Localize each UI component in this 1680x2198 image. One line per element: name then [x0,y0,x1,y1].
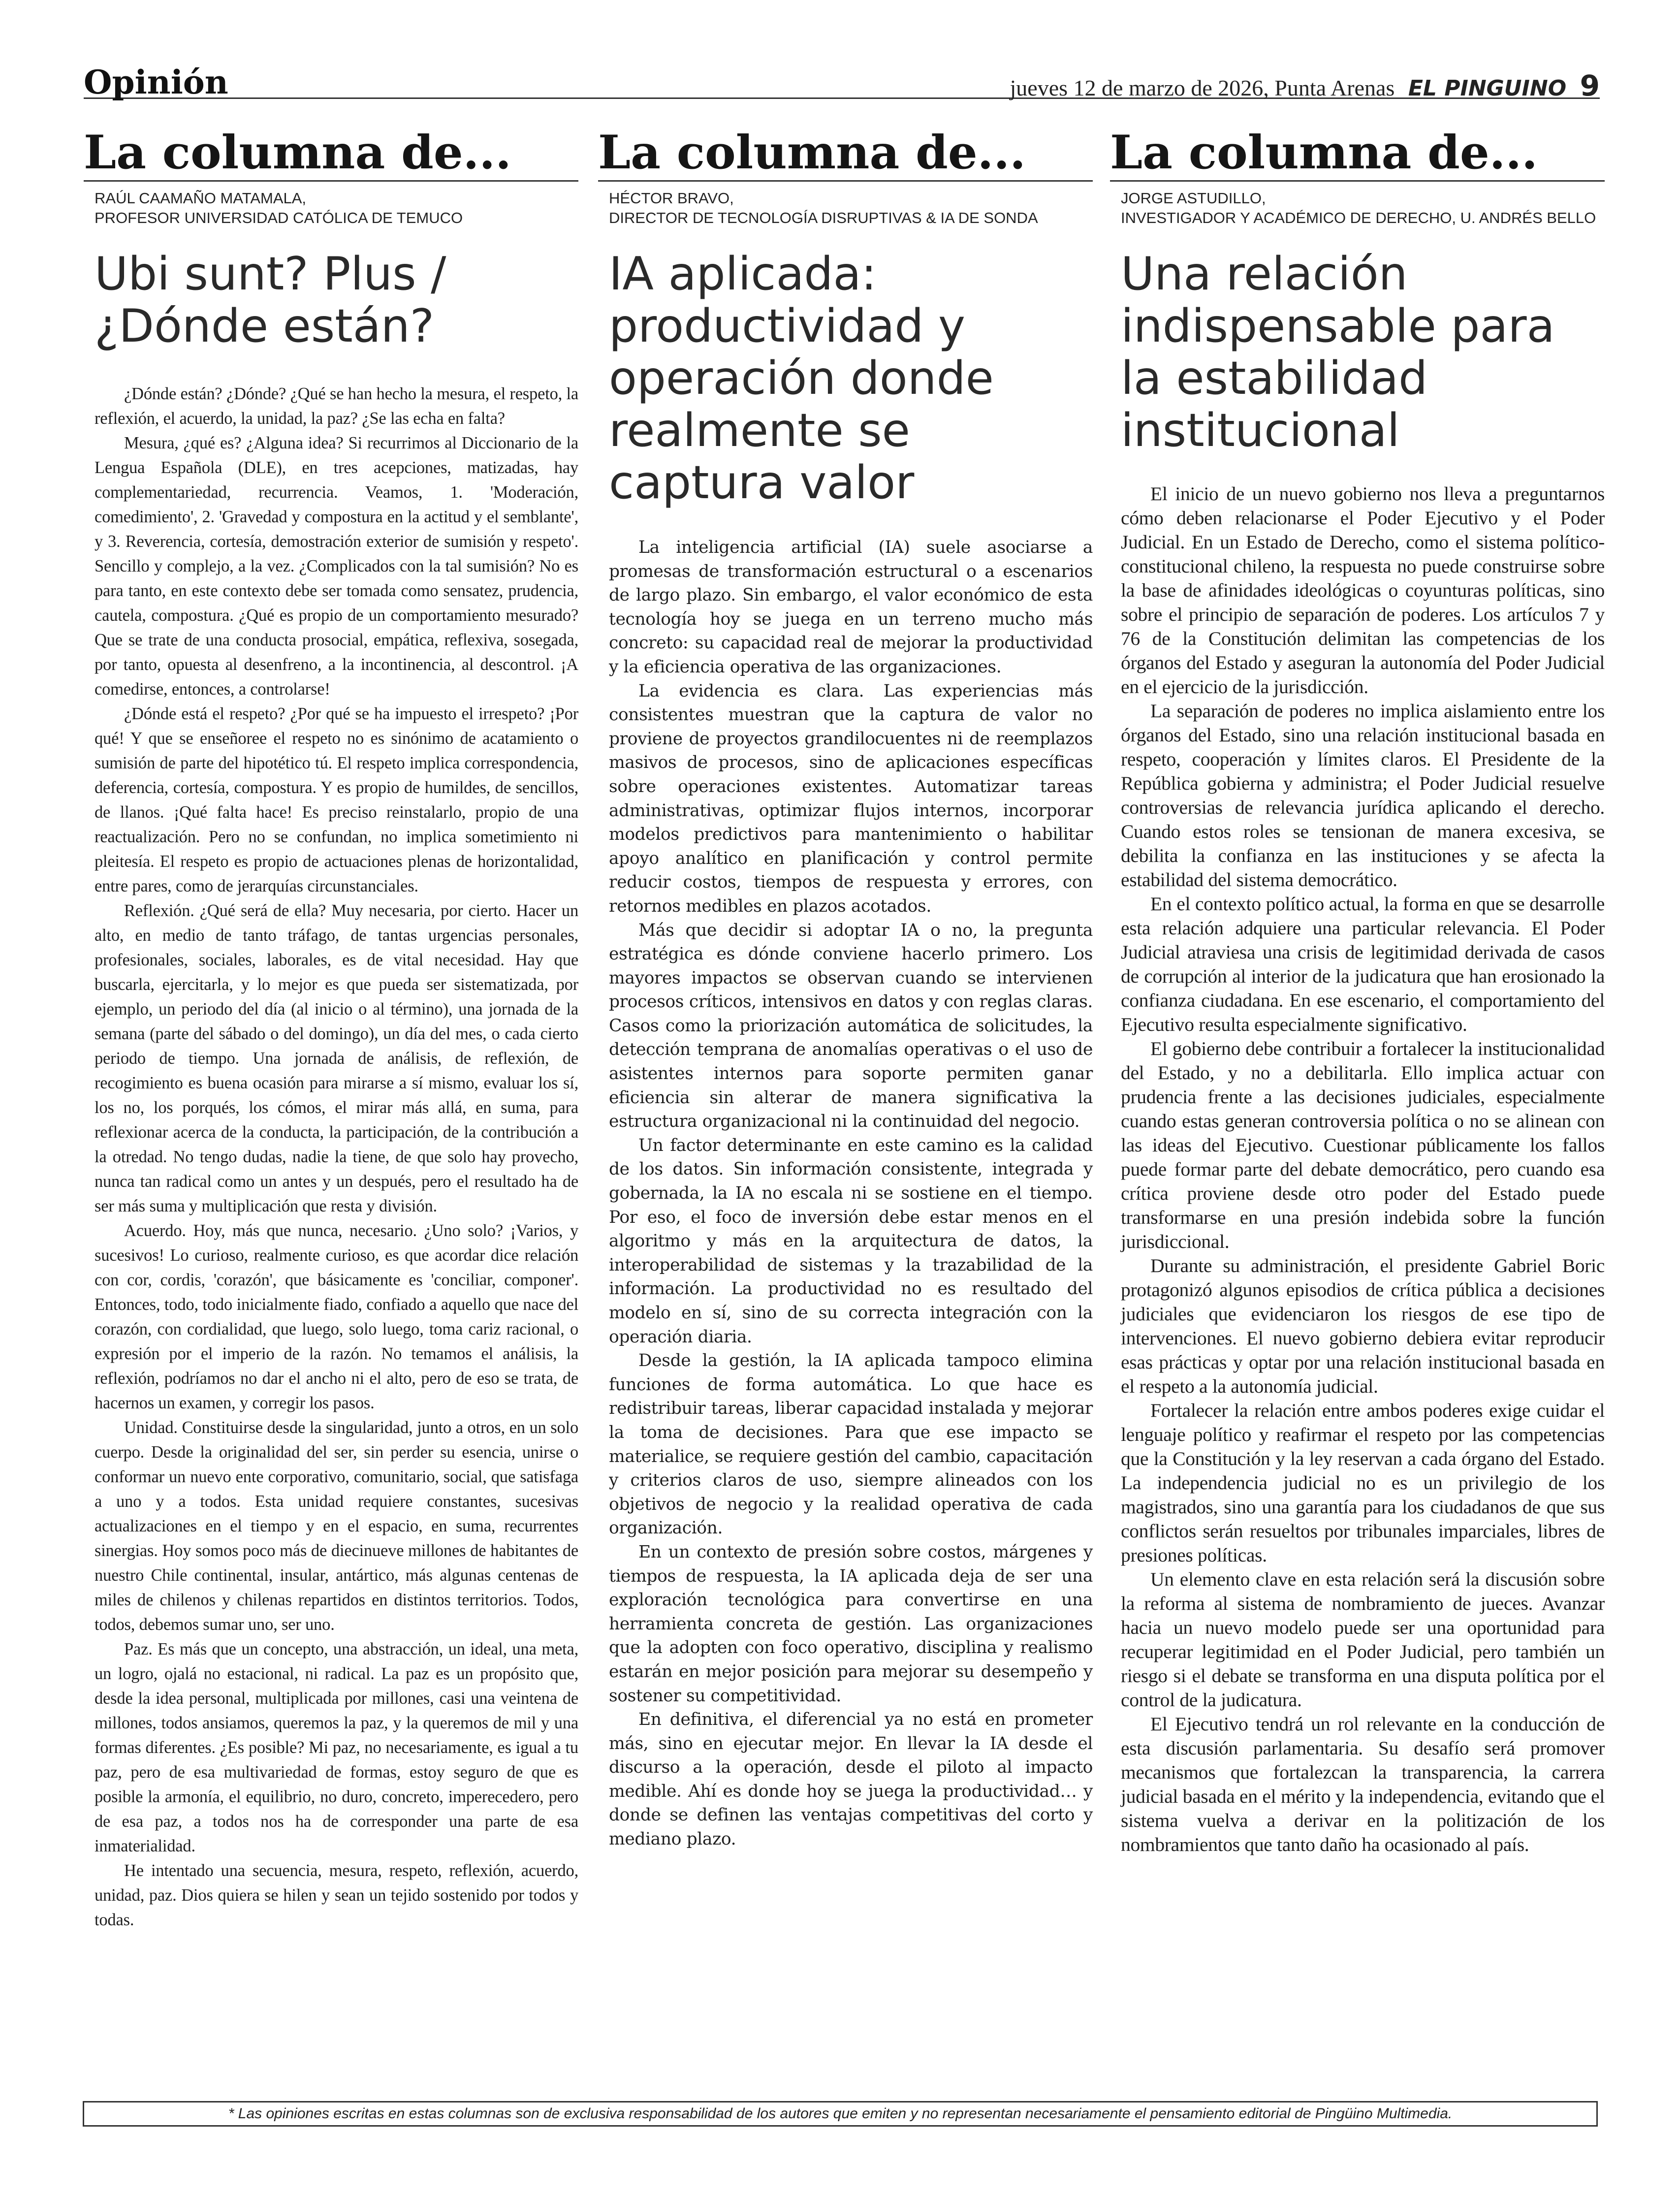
disclaimer-footer: * Las opiniones escritas en estas columnas son de exclusiva responsabilidad de los autores que emiten y no representan necesariamente el pensamiento editorial de Pingüino Multimedia. [83,2101,1598,2127]
header-meta [1010,69,1600,102]
author-byline [609,189,1093,228]
author-role: INVESTIGADOR Y ACADÉMICO DE DERECHO, U. ANDRÉS BELLO [1121,209,1596,226]
paragraph: Desde la gestión, la IA aplicada tampoco elimina funciones de forma automática. Lo que hace es redistribuir tareas, liberar capacidad instalada y mejorar la toma de decisiones. Para que ese impacto se materialice, se requiere gestión del cambio, capacitación y criterios claros de uso, siempre alineados con los objetivos de negocio y la realidad operativa de cada organización. [609,1351,1093,1538]
column-label: La columna de... [84,128,578,182]
paragraph: Un elemento clave en esta relación será la discusión sobre la reforma al sistema de nombramiento de jueces. Avanzar hacia un nuevo modelo puede ser una oportunidad para recuperar legitimidad en el Poder Judicial, pero también un riesgo si el debate se transforma en una disputa política por el control de la judicatura. [1121,1568,1605,1711]
paragraph: He intentado una secuencia, mesura, respeto, reflexión, acuerdo, unidad, paz. Dios quiera se hilen y sean un tejido sostenido por todos y todas. [95,1861,578,1929]
column-title: IA aplicada: productividad y operación donde realmente se captura valor [609,247,994,509]
brand-logo: EL PINGUINO [1408,76,1567,101]
paragraph: En definitiva, el diferencial ya no está en prometer más, sino en ejecutar mejor. En llevar la IA desde el discurso a la operación, desde el piloto al impacto medible. Ahí es donde hoy se juega la productividad… y donde se definen las ventajas competitivas del corto y mediano plazo. [609,1710,1093,1849]
paragraph: Durante su administración, el presidente Gabriel Boric protagonizó algunos episodios de crítica pública a decisiones judiciales que evidenciaron los riesgos de ese tipo de intervenciones. El nuevo gobierno debiera evitar reproducir esas prácticas y optar por una relación institucional basada en el respeto a la autonomía judicial. [1121,1255,1605,1397]
column-title: Ubi sunt? Plus / ¿Dónde están? [95,247,446,352]
paragraph: ¿Dónde están? ¿Dónde? ¿Qué se han hecho la mesura, el respeto, la reflexión, el acuerdo, la unidad, la paz? ¿Se las echa en falta? [95,384,578,428]
column-body [609,536,1093,1851]
column-title: Una relación indispensable para la estabilidad institucional [1121,247,1555,457]
paragraph: Más que decidir si adoptar IA o no, la pregunta estratégica es dónde conviene hacerlo primero. Los mayores impactos se observan cuando se intervienen procesos críticos, intensivos en datos y con reglas claras. Casos como la priorización automática de solicitudes, la detección temprana de anomalías operativas o el uso de asistentes internos para soporte permiten ganar eficiencia sin alterar de manera significativa la estructura organizacional ni la continuidad del negocio. [609,920,1093,1132]
column-label: La columna de... [598,128,1093,182]
paragraph: La separación de poderes no implica aislamiento entre los órganos del Estado, sino una relación institucional basada en respeto, cooperación y límites claros. El Presidente de la República gobierna y administra; el Poder Judicial resuelve controversias de relevancia jurídica aplicando el derecho. Cuando estos roles se tensionan de manera excesiva, se debilita la confianza en las instituciones y se afecta la estabilidad del sistema democrático. [1121,700,1605,891]
paragraph: Reflexión. ¿Qué será de ella? Muy necesaria, por cierto. Hacer un alto, en medio de tanto tráfago, de tantas urgencias personales, profesionales, sociales, laborales, es de vital necesidad. Hay que buscarla, ejercitarla, y lo mejor es que pueda ser sistematizada, por ejemplo, un periodo del día (al inicio o al término), una jornada de la semana (parte del sábado o del domingo), un día del mes, o cada cierto periodo de tiempo. Una jornada de análisis, de reflexión, de recogimiento es buena ocasión para mirarse a sí mismo, evaluar los sí, los no, los porqués, los cómos, el mirar más allá, en suma, para reflexionar acerca de la conducta, la participación, de la contribución a la otredad. No tengo dudas, nadie la tiene, de que solo hay provecho, nunca tan radical como un antes y un después, pero el resultado ha de ser más suma y multiplicación que resta y división. [95,901,578,1215]
author-name: HÉCTOR BRAVO, [609,190,734,207]
paragraph: ¿Dónde está el respeto? ¿Por qué se ha impuesto el irrespeto? ¡Por qué! Y que se enseñoree el respeto no es sinónimo de acatamiento o sumisión de parte del hipotético tú. El respeto implica correspondencia, deferencia, cortesía, compostura. Y es propio de humildes, de sencillos, de llanos. ¡Qué falta hace! Es preciso reinstalarlo, propio de una reactualización. Pero no se confundan, no implica sometimiento ni pleitesía. El respeto es propio de actuaciones plenas de horizontalidad, entre pares, como de jerarquías circunstanciales. [95,704,578,895]
paragraph: Un factor determinante en este camino es la calidad de los datos. Sin información consistente, integrada y gobernada, la IA no escala ni se sostiene en el tiempo. Por eso, el foco de inversión debe estar menos en el algoritmo y más en la arquitectura de datos, la interoperabilidad de sistemas y la trazabilidad de la información. La productividad no es resultado del modelo en sí, sino de su correcta integración con la operación diaria. [609,1135,1093,1347]
author-role: PROFESOR UNIVERSIDAD CATÓLICA DE TEMUCO [95,209,463,226]
author-name: JORGE ASTUDILLO, [1121,190,1266,207]
page-header [84,58,1600,102]
column-label: La columna de... [1110,128,1605,182]
author-byline [1121,189,1605,228]
paragraph: En un contexto de presión sobre costos, márgenes y tiempos de respuesta, la IA aplicada deja de ser una exploración tecnológica para convertirse en una herramienta concreta de gestión. Las organizaciones que la adopten con foco operativo, disciplina y realismo estarán en mejor posición para mejorar su desempeño y sostener su competitividad. [609,1542,1093,1706]
page-number: 9 [1580,69,1600,102]
column-body [95,382,578,1932]
author-byline [95,189,578,228]
opinion-column-2 [598,128,1093,1851]
paragraph: El Ejecutivo tendrá un rol relevante en la conducción de esta discusión parlamentaria. Su desafío será promover mecanismos que fortalezcan la transparencia, la carrera judicial basada en el mérito y la independencia, evitando que el sistema vuelva a derivar en la politización de los nombramientos que tanto daño ha ocasionado al país. [1121,1713,1605,1855]
section-name: Opinión [84,63,228,101]
column-body [1121,482,1605,1857]
paragraph: Paz. Es más que un concepto, una abstracción, un ideal, una meta, un logro, ojalá no estacional, ni radical. La paz es un propósito que, desde la idea personal, multiplicada por millones, casi una veintena de millones, todos ansiamos, queremos la paz, y la queremos de mil y una formas diferentes. ¿Es posible? Mi paz, no necesariamente, es igual a tu paz, pero de esa multivariedad de formas, estoy seguro de que es posible la armonía, el equilibrio, no duro, concreto, imperecedero, pero de esa paz, a todos nos ha de corresponder una parte de esa inmaterialidad. [95,1640,578,1855]
paragraph: En el contexto político actual, la forma en que se desarrolle esta relación adquiere una particular relevancia. El Poder Judicial atraviesa una crisis de legitimidad derivada de casos de corrupción al interior de la judicatura que han erosionado la confianza ciudadana. En ese escenario, el comportamiento del Ejecutivo resulta especialmente significativo. [1121,893,1605,1035]
opinion-column-1 [84,128,578,1932]
opinion-column-3 [1110,128,1605,1857]
paragraph: La evidencia es clara. Las experiencias más consistentes muestran que la captura de valor no proviene de proyectos grandilocuentes ni de reemplazos masivos de procesos, sino de aplicaciones específicas sobre operaciones existentes. Automatizar tareas administrativas, optimizar flujos internos, incorporar modelos predictivos para mantenimiento o habilitar apoyo analítico en planificación y control permite reducir costos, tiempos de respuesta y errores, con retornos medibles en plazos acotados. [609,681,1093,916]
author-name: RAÚL CAAMAÑO MATAMALA, [95,190,307,207]
dateline: jueves 12 de marzo de 2026, Punta Arenas [1010,75,1395,100]
paragraph: Mesura, ¿qué es? ¿Alguna idea? Si recurrimos al Diccionario de la Lengua Española (DLE), en tres acepciones, matizadas, hay complementariedad, recurrencia. Veamos, 1. 'Moderación, comedimiento', 2. 'Gravedad y compostura en la actitud y el semblante', y 3. Reverencia, cortesía, demostración exterior de sumisión y respeto'. Sencillo y complejo, a la vez. ¿Complicados con la tal sumisión? No es para tanto, en este contexto debe ser tomada como sensatez, prudencia, cautela, compostura. ¿Qué es propio de un comportamiento mesurado? Que se trate de una conducta prosocial, empática, reflexiva, sosegada, por tanto, opuesta al desenfreno, a la incontinencia, al descontrol. ¡A comedirse, entonces, a controlarse! [95,434,578,699]
paragraph: El inicio de un nuevo gobierno nos lleva a preguntarnos cómo deben relacionarse el Poder Ejecutivo y el Poder Judicial. En un Estado de Derecho, como el sistema político-constitucional chileno, la respuesta no puede construirse sobre la base de afinidades ideológicas o coyunturas políticas, sino sobre el principio de separación de poderes. Los artículos 7 y 76 de la Constitución delimitan las competencias de los órganos del Estado y aseguran la autonomía del Poder Judicial en el ejercicio de la jurisdicción. [1121,483,1605,698]
paragraph: Acuerdo. Hoy, más que nunca, necesario. ¿Uno solo? ¡Varios, y sucesivos! Lo curioso, realmente curioso, es que acordar dice relación con cor, cordis, 'corazón', que básicamente es 'conciliar, componer'. Entonces, todo, todo inicialmente fiado, confiado a aquello que nace del corazón, con cordialidad, que luego, solo luego, toma cariz racional, o expresión por el imperio de la razón. No temamos el análisis, la reflexión, podríamos no dar el ancho ni el alto, pero de eso se trata, de hacernos un examen, y corregir los pasos. [95,1221,578,1412]
paragraph: Fortalecer la relación entre ambos poderes exige cuidar el lenguaje político y reafirmar el respeto por las competencias que la Constitución y la ley reservan a cada órgano del Estado. La independencia judicial no es un privilegio de los magistrados, sino una garantía para los ciudadanos de que sus conflictos serán resueltos por tribunales imparciales, libres de presiones políticas. [1121,1400,1605,1566]
paragraph: Unidad. Constituirse desde la singularidad, junto a otros, en un solo cuerpo. Desde la originalidad del ser, sin perder su esencia, unirse o conformar un nuevo ente corporativo, comunitario, social, que satisfaga a uno y a todos. Esta unidad requiere constantes, sucesivas actualizaciones en el tiempo y en el espacio, en suma, recurrentes sinergias. Hoy somos poco más de diecinueve millones de habitantes de nuestro Chile continental, insular, antártico, más algunas centenas de miles de chilenos y chilenas repartidos en distintos territorios. Todos, todos, debemos sumar uno, ser uno. [95,1418,578,1634]
paragraph: La inteligencia artificial (IA) suele asociarse a promesas de transformación estructural o a escenarios de largo plazo. Sin embargo, el valor económico de esta tecnología hoy se juega en un terreno mucho más concreto: su capacidad real de mejorar la productividad y la eficiencia operativa de las organizaciones. [609,538,1093,677]
author-role: DIRECTOR DE TECNOLOGÍA DISRUPTIVAS & IA DE SONDA [609,209,1038,226]
paragraph: El gobierno debe contribuir a fortalecer la institucionalidad del Estado, y no a debilitarla. Ello implica actuar con prudencia frente a las decisiones judiciales, especialmente cuando estas generan controversia política o no se alinean con las ideas del Ejecutivo. Cuestionar públicamente los fallos puede formar parte del debate democrático, pero cuando esa crítica proviene desde otro poder del Estado puede transformarse en una presión indebida sobre la función jurisdiccional. [1121,1038,1605,1252]
